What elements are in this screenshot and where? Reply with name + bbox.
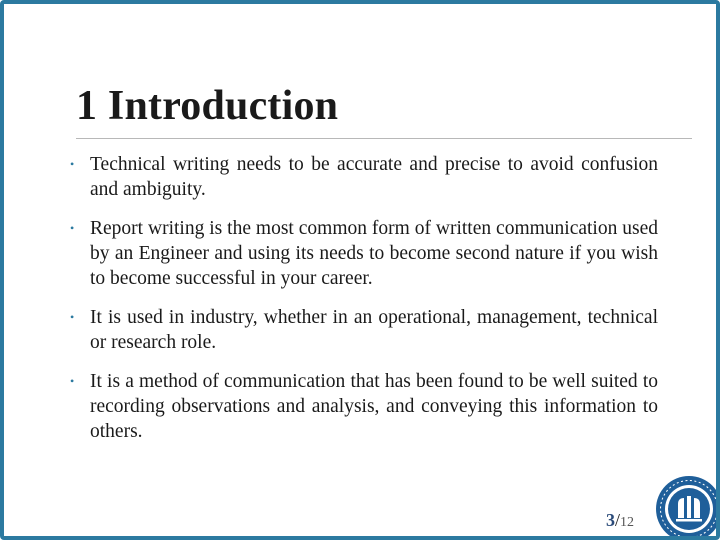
bullet-text: It is a method of communication that has been found to be well suited to recording observations and analysis, and conveying this information to others. [90, 371, 658, 442]
bullet-icon: • [70, 157, 75, 171]
bullet-list [64, 152, 658, 458]
bullet-text: Report writing is the most common form of written communication used by an Engineer and using its needs to become second nature if you wish to become successful in your career. [90, 218, 658, 289]
slide-title: 1 Introduction [76, 83, 339, 129]
bullet-icon: • [70, 310, 75, 324]
page-total: 12 [620, 515, 635, 530]
university-seal-icon [654, 474, 720, 540]
page-number [606, 510, 634, 531]
page-separator: / [615, 510, 621, 530]
title-divider [76, 138, 692, 139]
bullet-text: Technical writing needs to be accurate and precise to avoid confusion and ambiguity. [90, 154, 658, 200]
bullet-item [64, 369, 658, 444]
bullet-item [64, 216, 658, 291]
bullet-text: It is used in industry, whether in an operational, management, technical or research role. [90, 307, 658, 353]
page-current: 3 [606, 510, 615, 530]
bullet-item [64, 152, 658, 202]
bullet-icon: • [70, 374, 75, 388]
bullet-item [64, 305, 658, 355]
bullet-icon: • [70, 221, 75, 235]
